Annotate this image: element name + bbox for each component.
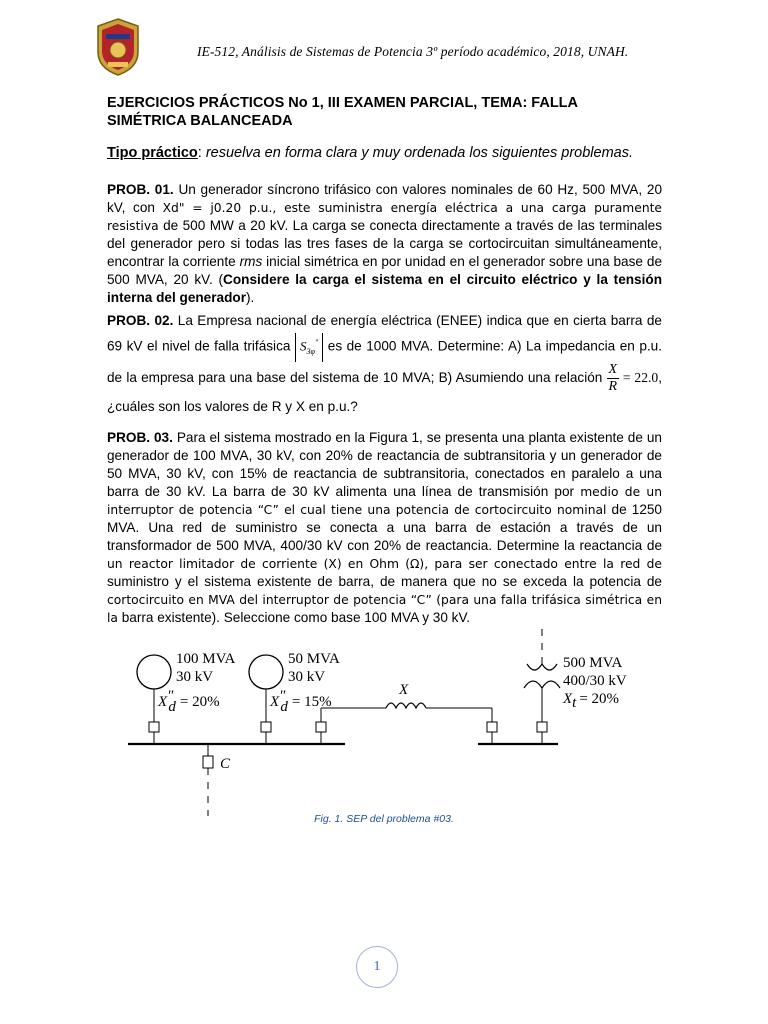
transformer-breaker [537,722,547,732]
generator-2-symbol [249,655,283,689]
header-text: IE-512, Análisis de Sistemas de Potencia 3º período académico, 2018, UNAH. [197,44,629,59]
transformer-reactance: Xt = 20% [563,691,620,711]
generator-2-breaker [261,722,271,732]
page-title [107,94,667,130]
prob2-text-3: , ¿cuáles son los valores de R y X en p.u.? [107,370,662,414]
figure-caption: Fig. 1. SEP del problema #03. [314,813,454,825]
generator-1-breaker [149,722,159,732]
generator-1-symbol [137,655,171,689]
problem-03 [107,429,662,627]
transformer-kv: 400/30 kV [563,673,627,689]
prob3-text-6: cortocircuito en MVA del interruptor de potencia “C” (para una falla trifásica simétrica en la [107,593,662,625]
title-line-2: SIMÉTRICA BALANCEADA [107,113,293,129]
prob1-rms: rms [239,254,263,269]
university-seal-icon [96,18,140,76]
fault-level-sub: 3φ [306,346,315,356]
gen2-kv: 30 kV [288,669,326,685]
line-breaker-right [487,722,497,732]
line-breaker-left [316,722,326,732]
gen1-reactance: X″ d = 20% [158,688,220,715]
transformer-secondary-icon [524,681,560,688]
page-number: 1 [356,946,398,988]
prob1-text-4: inicial simétrica en por unidad en el generador sobre una base de 500 MVA, 20 kV. ( [107,254,663,287]
prob2-text-1: La Empresa nacional de energía eléctrica (ENEE) indica que en cierta barra de 69 kV el nivel de falla trifásica [107,313,662,354]
prob3-text-2: medio de un interruptor de potencia “C” el cual tiene una potencia de cortocircuito nominal [107,485,662,517]
fault-level-symbol [295,333,323,362]
breaker-c [203,756,213,768]
prob1-text-1: Un generador síncrono trifásico con valores nominales de 60 Hz, 500 MVA, 20 kV, con [107,182,663,215]
reactor-x-symbol [386,703,426,708]
breaker-c-label: C [220,756,231,772]
prob1-text-2: Xd" = j0.20 p.u., este suministra energía eléctrica a una carga puramente resistiva [107,201,662,233]
gen2-reactance: X″ d = 15% [270,688,332,715]
prob1-text-5: ). [246,290,255,305]
prob3-text-4: un reactor limitador de corriente (X) en Ohm (Ω), para ser conectado entre la red de [107,557,662,571]
tipo-text: resuelva en forma clara y muy ordenada los siguientes problemas. [201,145,634,161]
reactor-label: X [399,682,409,698]
prob3-text-1: Para el sistema mostrado en la Figura 1, se presenta una planta existente de un generador de 100 MVA, 30 kV, con 20% de reactancia de subtransitoria y un generador de 50 MVA, 30 kV, con 15% de reactancia de subtransitoria, conectados en paralelo a una barra de 30 kV. La barra de 30 kV alimenta una línea de transmisión por [107,430,662,499]
prob3-text-5: suministro y el sistema existente de barra, de manera que no se exceda la potencia de [107,574,662,589]
transformer-primary-icon [527,664,557,670]
prob3-label: PROB. 03. [107,430,173,445]
frac-numerator: X [608,361,618,377]
prob3-text-7: barra existente). Seleccione como base 100 MVA y 30 kV. [117,610,471,625]
fault-level-sup: " [314,338,319,347]
frac-denominator: R [608,378,618,394]
x-over-r-fraction [607,362,620,395]
tipo-practico [107,145,677,161]
title-line-1: EJERCICIOS PRÁCTICOS No 1, III EXAMEN PARCIAL, TEMA: FALLA [107,95,579,111]
gen1-kv: 30 kV [176,669,214,685]
figure-1-diagram [0,620,768,820]
prob1-bold: Considere la carga el sistema en el circuito eléctrico y la tensión interna del generador [107,272,662,305]
gen1-mva: 100 MVA [176,651,236,667]
prob1-text-3: de 500 MW a 20 kV. La carga se conecta directamente a través de las terminales del generador pero si todas las tres fases de la carga se cortocircuitan simultáneamente, encontrar la corriente [107,218,662,269]
tipo-label: Tipo práctico [107,145,198,161]
tipo-colon: : [197,145,202,161]
prob1-label: PROB. 01. [107,182,174,197]
problem-01 [107,181,662,307]
problem-02 [107,309,662,419]
prob2-label: PROB. 02. [107,313,174,328]
prob2-text-2: es de 1000 MVA. Determine: A) La impedancia en p.u. de la empresa para una base del sistema de 10 MVA; B) Asumiendo una relación [107,338,662,386]
fault-level-s: S [299,338,307,354]
transformer-mva: 500 MVA [563,655,623,671]
prob3-text-3: de 1250 MVA. Una red de suministro se conecta a una barra de estación a través de un transformador de 500 MVA, 400/30 kV con 20% de reactancia. Determine la reactancia de [107,502,662,553]
ratio-value: = 22.0 [619,370,659,386]
gen2-mva: 50 MVA [288,651,340,667]
